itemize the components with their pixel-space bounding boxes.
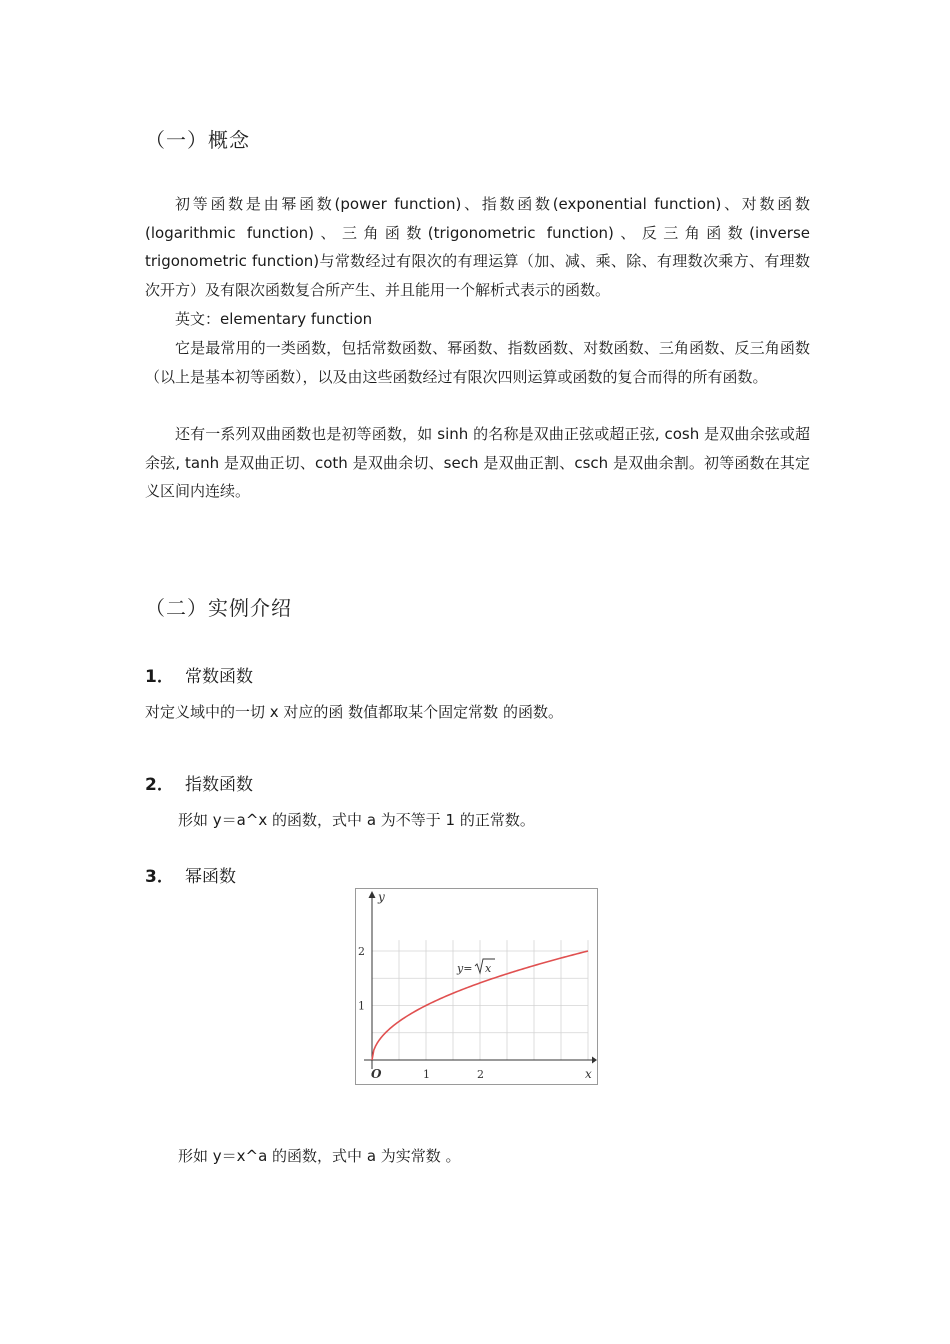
item-2-heading <box>145 770 253 795</box>
item-2-title: 指数函数 <box>185 775 253 795</box>
x-tick-label: 2 <box>477 1068 484 1081</box>
item-3-heading <box>145 862 236 887</box>
y-axis-label: y <box>378 890 385 904</box>
item-1-title: 常数函数 <box>185 667 253 687</box>
sqrt-plot-canvas <box>356 889 597 1084</box>
section-1-heading: （一）概念 <box>145 128 250 152</box>
paragraph-scope: 它是最常用的一类函数，包括常数函数、幂函数、指数函数、对数函数、三角函数、反三角函数（以上是基本初等函数），以及由这些函数经过有限次四则运算或函数的复合而得的所有函数。 <box>145 339 810 386</box>
paragraph-definition: 初等函数是由幂函数(power function)、指数函数(exponential function)、对数函数(logarithmic function)、三角函数(trigonometric function)、反三角函数(inverse trigonometric function)与常数经过有限次的有理运算（加、减、乘、除、有理数次乘方、有理数次开方）及有限次函数复合所产生、并且能用一个解析式表示的函数。 <box>145 195 810 300</box>
paragraph-english-name: 英文：elementary function <box>175 310 373 328</box>
curve-label-prefix: y= <box>457 962 473 975</box>
y-tick-label: 2 <box>358 945 365 958</box>
item-1-number: 1． <box>145 667 174 687</box>
curve-label-radicand: x <box>485 962 492 975</box>
curve-label <box>456 959 495 975</box>
y-axis-arrow-icon <box>369 891 376 898</box>
x-axis-label: x <box>585 1067 592 1081</box>
origin-label: O <box>371 1067 382 1081</box>
section-2-heading: （二）实例介绍 <box>145 596 292 620</box>
x-axis-arrow-icon <box>592 1057 597 1064</box>
item-1-heading <box>145 662 253 687</box>
item-3-number: 3． <box>145 867 174 887</box>
paragraph-hyperbolic: 还有一系列双曲函数也是初等函数，如 sinh 的名称是双曲正弦或超正弦, cosh 是双曲余弦或超余弦, tanh 是双曲正切、coth 是双曲余切、sech 是双曲正割、csch 是双曲余割。初等函数在其定义区间内连续。 <box>145 425 810 501</box>
item-3-title: 幂函数 <box>185 867 236 887</box>
y-tick-label: 1 <box>358 999 365 1013</box>
sqrt-function-graph <box>355 888 598 1085</box>
item-3-description: 形如 y＝x^a 的函数，式中 a 为实常数 。 <box>178 1147 461 1165</box>
x-tick-label: 1 <box>423 1068 430 1081</box>
item-1-description: 对定义域中的一切 x 对应的函 数值都取某个固定常数 的函数。 <box>145 703 563 721</box>
item-2-number: 2． <box>145 775 174 795</box>
plot-grid <box>372 940 588 1060</box>
item-2-description: 形如 y＝a^x 的函数，式中 a 为不等于 1 的正常数。 <box>178 811 535 829</box>
